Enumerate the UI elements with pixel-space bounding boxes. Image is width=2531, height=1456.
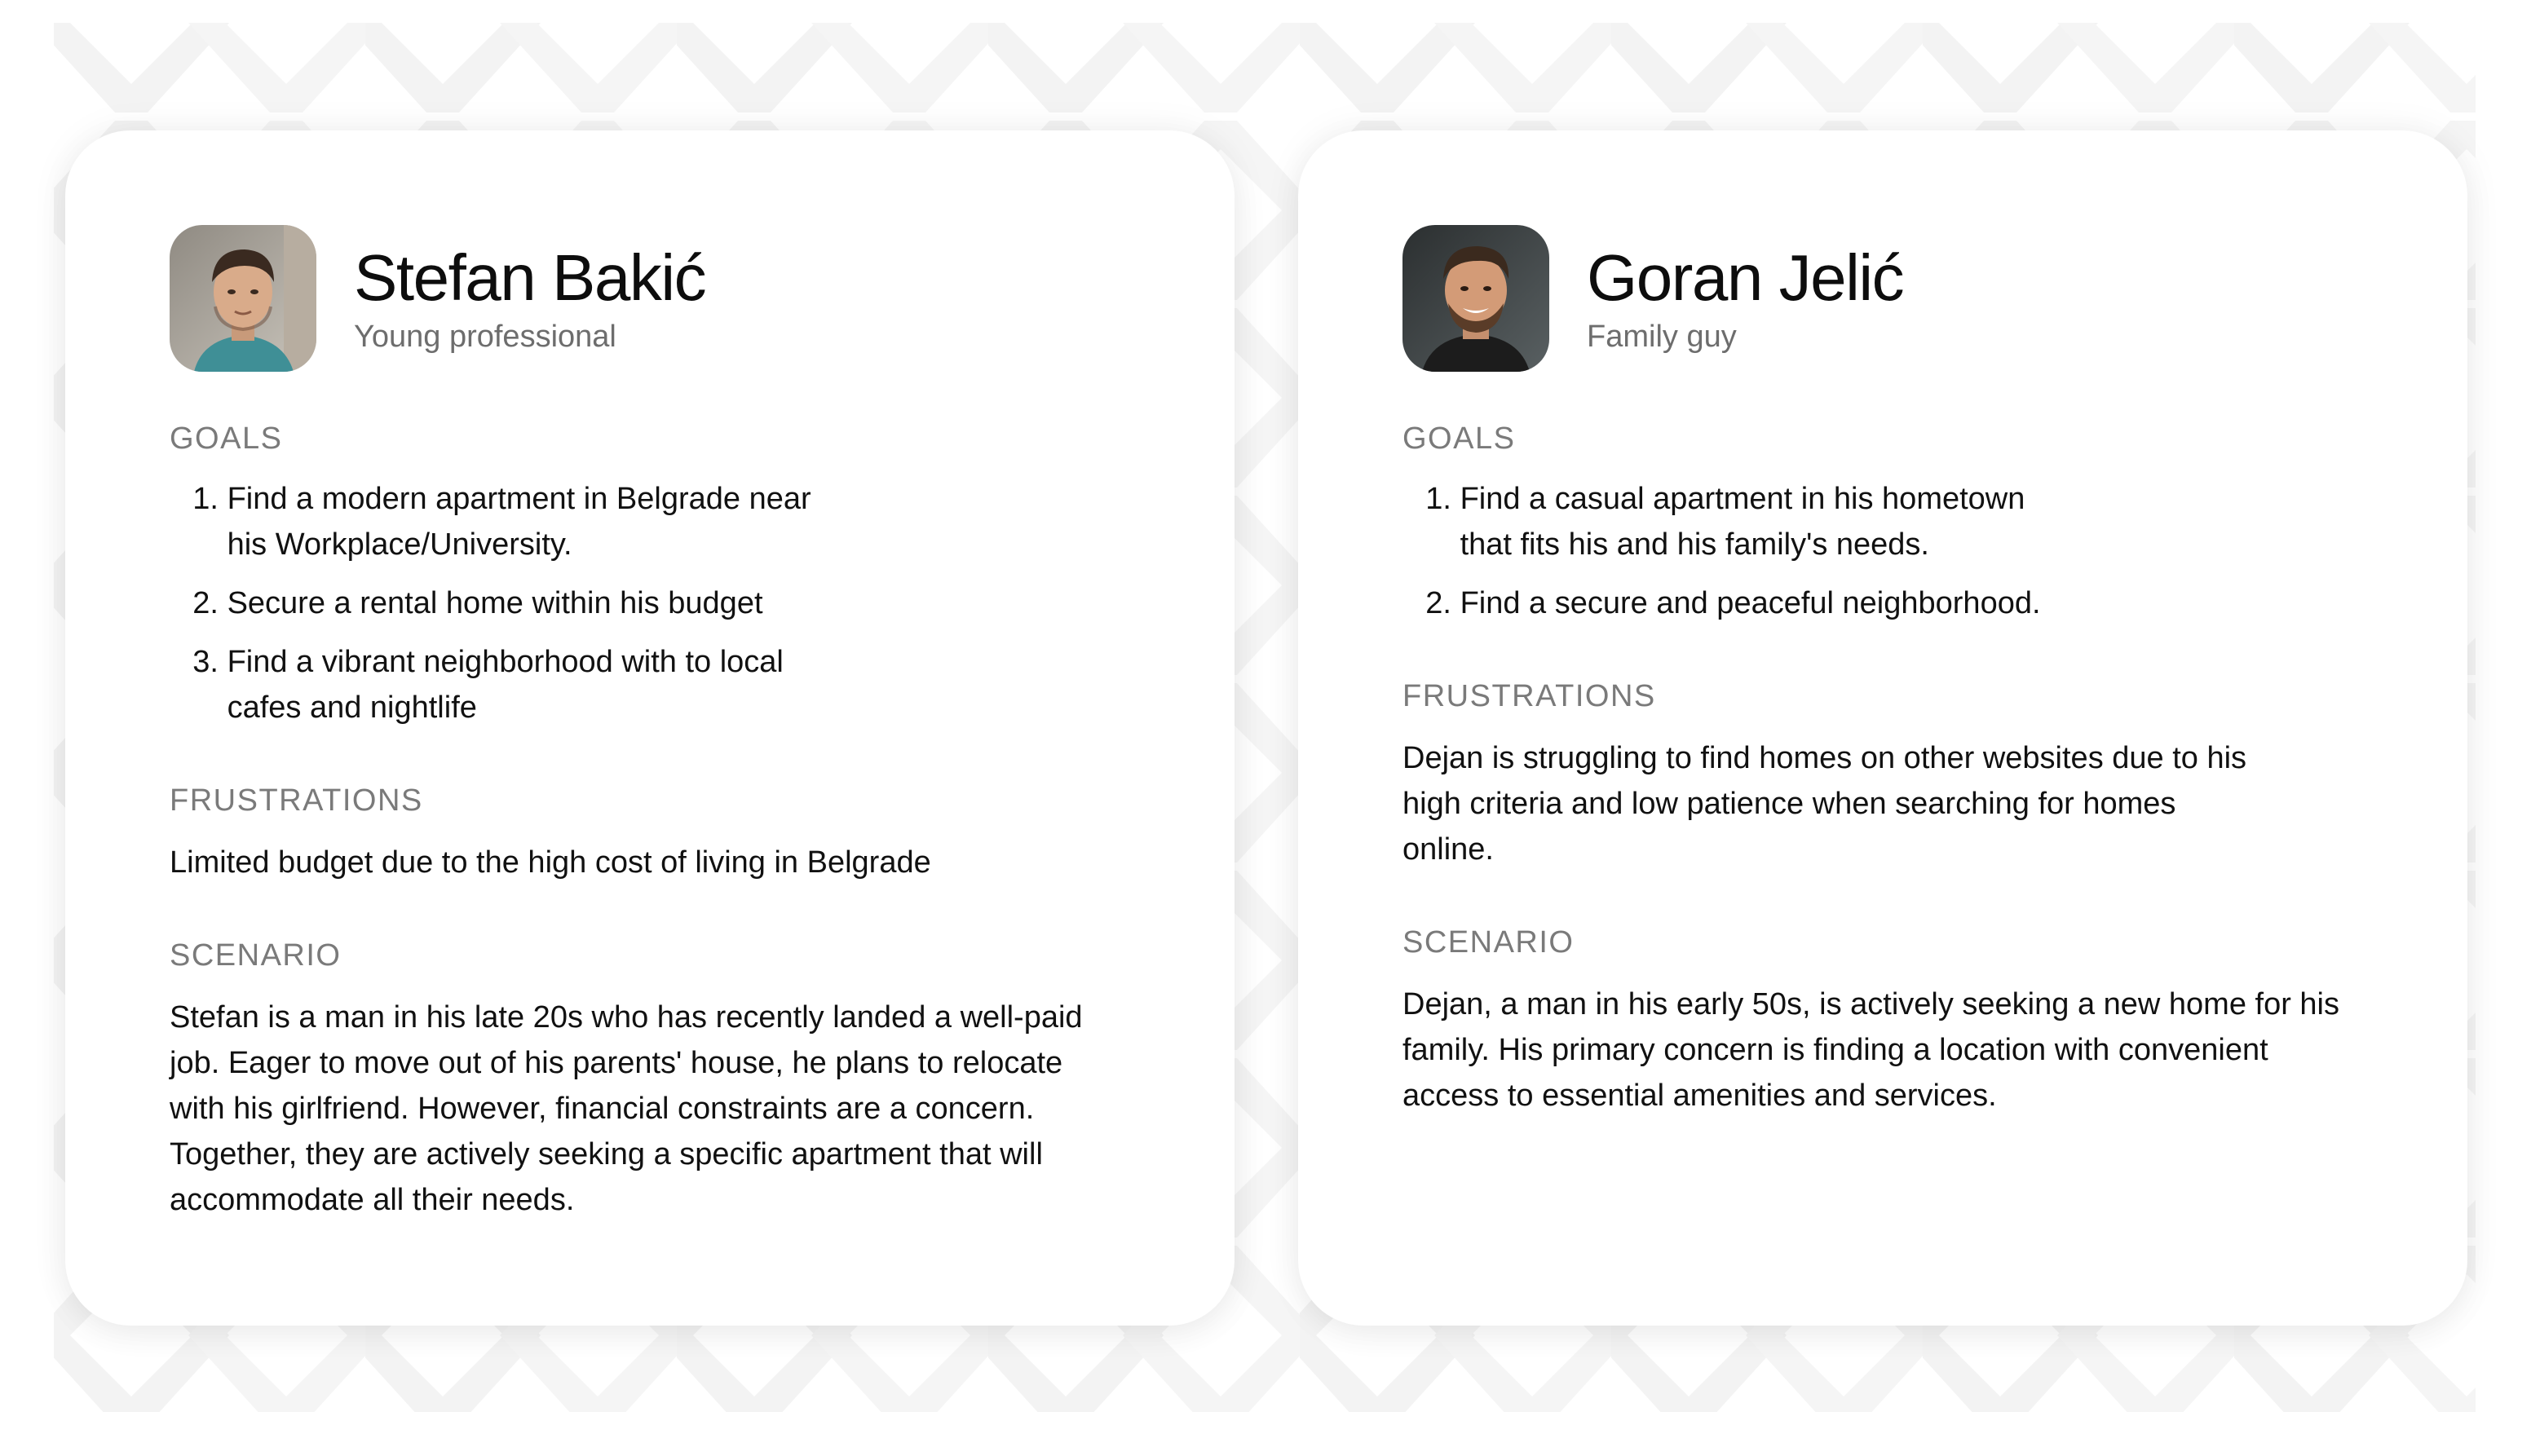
frustrations-label: FRUSTRATIONS	[170, 783, 423, 818]
goal-item: 1. Find a casual apartment in his hometown that fits his and his family's needs.	[1425, 482, 2025, 562]
persona-header	[1402, 225, 1903, 372]
persona-card-goran	[1298, 130, 2467, 1326]
goal-item: 1. Find a modern apartment in Belgrade near his Workplace/University.	[192, 482, 811, 562]
goal-item: 3. Find a vibrant neighborhood with to local cafes and nightlife	[192, 645, 784, 725]
scenario-label: SCENARIO	[170, 938, 342, 973]
goals-label: GOALS	[1402, 421, 1516, 456]
goal-item: 2. Find a secure and peaceful neighborhood.	[1425, 586, 2041, 620]
goals-list	[170, 476, 1164, 730]
persona-card-stefan	[65, 130, 1235, 1326]
persona-role: Young professional	[354, 320, 616, 354]
scenario-text: Stefan is a man in his late 20s who has recently landed a well-paid job. Eager to move out of his parents' house, he plans to relocate with his girlfriend. However, financial constraints are a concern. Together, they are actively seeking a specific apartment that will accommodate all their needs.	[170, 1000, 1083, 1217]
frustrations-text: Limited budget due to the high cost of living in Belgrade	[170, 845, 931, 880]
frustrations-text: Dejan is struggling to find homes on other websites due to his high criteria and low patience when searching for homes online.	[1402, 741, 2247, 867]
frustrations-label: FRUSTRATIONS	[1402, 679, 1656, 713]
persona-role: Family guy	[1587, 320, 1737, 354]
avatar-photo	[170, 225, 316, 372]
goals-label: GOALS	[170, 421, 283, 456]
persona-content	[170, 419, 1164, 1223]
goal-item: 2. Secure a rental home within his budget	[192, 586, 763, 620]
avatar-photo	[1402, 225, 1549, 372]
persona-name: Goran Jelić	[1587, 241, 1904, 314]
scenario-label: SCENARIO	[1402, 925, 1575, 960]
goals-list	[1402, 476, 2397, 626]
scenario-text: Dejan, a man in his early 50s, is actively seeking a new home for his family. His primary concern is finding a location with convenient access to essential amenities and services.	[1402, 987, 2339, 1113]
persona-name: Stefan Bakić	[354, 241, 706, 314]
persona-header	[170, 225, 705, 372]
persona-content	[1402, 419, 2397, 1118]
